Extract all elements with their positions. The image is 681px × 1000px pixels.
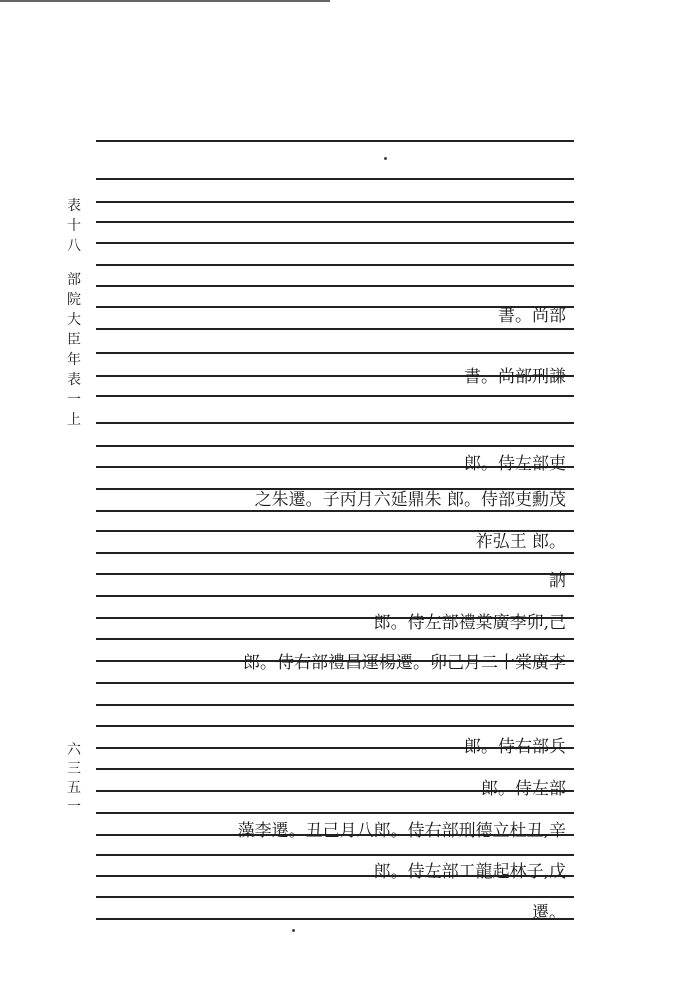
row-text: 郎。侍左部 [481, 778, 566, 799]
table-row [96, 729, 566, 759]
rule-line [96, 638, 574, 640]
table-row [96, 482, 566, 512]
table-row [96, 771, 566, 801]
row-text: 郎。侍左部工龍起林子,戊 [373, 861, 566, 882]
side-title-char: 上 [67, 412, 81, 428]
side-title-char: 院 [67, 292, 81, 308]
rule-line [96, 704, 574, 706]
table-row [96, 524, 566, 554]
side-title-char: 大 [67, 312, 81, 328]
side-title-char: 表 [67, 372, 81, 388]
page-number-char: 三 [67, 761, 81, 777]
table-row [96, 563, 566, 593]
table-row [96, 298, 566, 328]
row-text: 郎。侍右部禮昌運楊遷。卯己月二十棠廣李 [243, 652, 566, 673]
rule-line [96, 595, 574, 597]
rule-line [96, 352, 574, 354]
page-number [64, 741, 84, 817]
table-row [96, 895, 566, 925]
table-row [96, 645, 566, 675]
table-row [96, 605, 566, 635]
rule-line [96, 242, 574, 244]
row-text: 之朱遷。子丙月六延鼎朱 郎。侍部吏勳茂 [254, 489, 566, 510]
rule-line [96, 221, 574, 223]
page-number-char: 六 [67, 742, 81, 758]
side-title-char: 年 [67, 352, 81, 368]
page-number-char: 五 [67, 780, 81, 796]
row-text: 祚弘王 郎。 [475, 531, 566, 552]
speck [384, 157, 387, 160]
row-text: 郎。侍左部禮棠廣李卯,己 [373, 612, 566, 633]
rule-line [96, 264, 574, 266]
rule-line [96, 328, 574, 330]
rule-line [96, 422, 574, 424]
rule-line [96, 395, 574, 397]
row-text: 訥 [549, 570, 566, 591]
rule-line [96, 201, 574, 203]
row-text: 郎。侍左部吏 [464, 453, 566, 474]
table-row [96, 813, 566, 843]
side-title-char: 部 [67, 272, 81, 288]
side-title-char: 一 [67, 392, 81, 408]
side-title-char: 十 [67, 218, 81, 234]
rule-line [96, 178, 574, 180]
table-row [96, 446, 566, 476]
speck [292, 929, 295, 932]
row-text: 書。尚部刑謙 [464, 366, 566, 387]
row-text: 藻李遷。丑己月八郎。侍右部刑德立杜丑,辛 [237, 820, 566, 841]
row-text: 遷。 [532, 902, 566, 923]
side-title-char: 表 [67, 198, 81, 214]
page-number-char: 一 [67, 799, 81, 815]
side-title-char: 臣 [67, 332, 81, 348]
table-row [96, 854, 566, 884]
ruled-table [96, 140, 574, 923]
side-title [64, 196, 84, 430]
table-row [96, 359, 566, 389]
row-text: 書。尚部 [498, 305, 566, 326]
rule-line [96, 768, 574, 770]
rule-line [96, 285, 574, 287]
row-text: 郎。侍右部兵 [464, 736, 566, 757]
top-edge-rule [0, 0, 330, 2]
rule-line [96, 682, 574, 684]
side-title-char: 八 [67, 238, 81, 254]
rule-line [96, 725, 574, 727]
rule-line [96, 140, 574, 142]
